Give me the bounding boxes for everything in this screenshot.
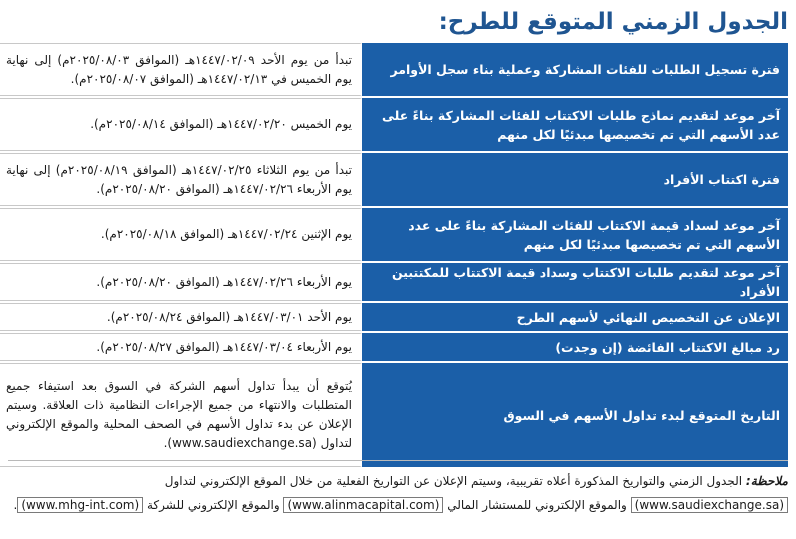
row-label: آخر موعد لسداد قيمة الاكتتاب للفئات المشاركة بناءً على عدد الأسهم التي تم تخصيصها مبدئيًا لكل منهم xyxy=(362,208,788,261)
table-row xyxy=(0,98,788,151)
footnote xyxy=(8,460,788,517)
row-label: آخر موعد لتقديم طلبات الاكتتاب وسداد قيمة الاكتتاب للمكتتبين الأفراد xyxy=(362,263,788,301)
row-label: الإعلان عن التخصيص النهائي لأسهم الطرح xyxy=(362,303,788,331)
note-end: . xyxy=(13,498,18,512)
row-label: آخر موعد لتقديم نماذج طلبات الاكتتاب للفئات المشاركة بناءً على عدد الأسهم التي تم تخصيصها مبدئيًا لكل منهم xyxy=(362,98,788,151)
note-text: الجدول الزمني والتواريخ المذكورة أعلاه تقريبية، وسيتم الإعلان عن التواريخ الفعلية من خلال الموقع الإلكتروني لتداول xyxy=(164,474,743,488)
table-row xyxy=(0,43,788,96)
row-value: يوم الإثنين ١٤٤٧/٠٢/٢٤هـ (الموافق ٢٠٢٥/٠٨/١٨م). xyxy=(0,208,362,261)
table-row xyxy=(0,303,788,331)
row-value: يوم الخميس ١٤٤٧/٠٢/٢٠هـ (الموافق ٢٠٢٥/٠٨/١٤م). xyxy=(0,98,362,151)
row-value: يوم الأربعاء ١٤٤٧/٠٢/٢٦هـ (الموافق ٢٠٢٥/٠٨/٢٠م). xyxy=(0,263,362,301)
alinmacapital-link[interactable]: (www.alinmacapital.com) xyxy=(283,497,443,513)
row-value: يوم الأربعاء ١٤٤٧/٠٣/٠٤هـ (الموافق ٢٠٢٥/٠٨/٢٧م). xyxy=(0,333,362,361)
table-row xyxy=(0,363,788,467)
row-value-text: يُتوقع أن يبدأ تداول أسهم الشركة في السوق بعد استيفاء جميع المتطلبات والانتهاء من جميع الإجراءات النظامية ذات العلاقة. وسيتم الإعلان عن بدء تداول الأسهم في الصحف المحلية والموقع الإلكتروني لتداول xyxy=(6,379,352,450)
table-row xyxy=(0,333,788,361)
saudiexchange-link[interactable]: (www.saudiexchange.sa) xyxy=(631,497,788,513)
row-label: فترة اكتتاب الأفراد xyxy=(362,153,788,206)
row-value: تبدأ من يوم الثلاثاء ١٤٤٧/٠٢/٢٥هـ (الموافق ٢٠٢٥/٠٨/١٩م) إلى نهاية يوم الأربعاء ١٤٤٧/٠٢/٢٦هـ (الموافق ٢٠٢٥/٠٨/٢٠م). xyxy=(0,153,362,206)
page-title: الجدول الزمني المتوقع للطرح: xyxy=(438,9,788,35)
saudiexchange-link[interactable]: (www.saudiexchange.sa) xyxy=(167,436,317,450)
row-label: رد مبالغ الاكتتاب الفائضة (إن وجدت) xyxy=(362,333,788,361)
company-website-link[interactable]: (www.mhg-int.com) xyxy=(17,497,143,513)
row-label: فترة تسجيل الطلبات للفئات المشاركة وعملية بناء سجل الأوامر xyxy=(362,43,788,96)
note-label: ملاحظة: xyxy=(745,474,788,488)
row-value-end: . xyxy=(163,436,168,450)
note-text: والموقع الإلكتروني للشركة xyxy=(147,498,280,512)
table-row xyxy=(0,208,788,261)
row-label: التاريخ المتوقع لبدء تداول الأسهم في السوق xyxy=(362,363,788,467)
row-value xyxy=(0,363,362,467)
offering-timetable xyxy=(0,41,788,469)
table-row xyxy=(0,153,788,206)
row-value: يوم الأحد ١٤٤٧/٠٣/٠١هـ (الموافق ٢٠٢٥/٠٨/٢٤م). xyxy=(0,303,362,331)
note-text: والموقع الإلكتروني للمستشار المالي xyxy=(447,498,627,512)
table-row xyxy=(0,263,788,301)
row-value: تبدأ من يوم الأحد ١٤٤٧/٠٢/٠٩هـ (الموافق ٢٠٢٥/٠٨/٠٣م) إلى نهاية يوم الخميس في ١٤٤٧/٠٢/١٣هـ (الموافق ٢٠٢٥/٠٨/٠٧م). xyxy=(0,43,362,96)
